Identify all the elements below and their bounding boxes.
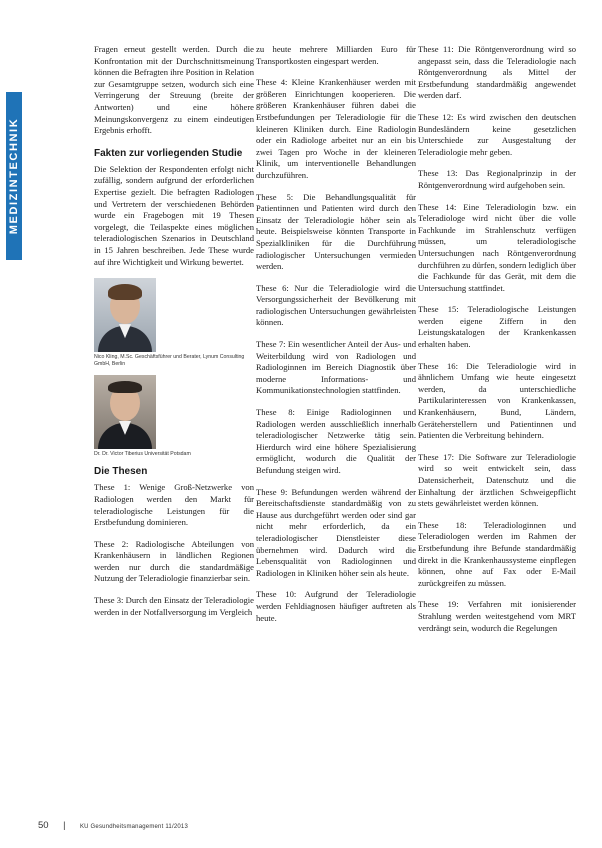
these-3: These 3: Durch den Einsatz der Teleradiologie werden in der Notfallversorgung im Vergleich (94, 595, 254, 617)
photo-caption-kling: Nico Kling, M.Sc. Geschäftsführer und Berater, Lynum Consulting GmbH, Berlin (94, 354, 245, 367)
these-9: These 9: Befundungen werden während der Bereitschaftsdienste standardmäßig von zu Hause aus durchgeführt werden oder sind gar nicht mehr erforderlich, da ein teleradiologischer Dienstleister diese übernehmen wird. Dadurch wird die Lebensqualität von Radiologinnen und Radiologen in Kliniken höher sein als heute. (256, 486, 416, 578)
these-5: These 5: Die Behandlungsqualität für Patientinnen und Patienten wird durch den Einsatz der Teleradiologie höher sein als heute. Beispielsweise könnten Transporte in Spezialkliniken für die Durchführung radiologischer Untersuchungen vermieden werden. (256, 191, 416, 272)
these-16: These 16: Die Teleradiologie wird in ähnlichem Umfang wie heute eingesetzt werden, da unterschiedliche Partikularinteressen von Krankenkassen, Krankenhäusern, Bund, Ländern, Geräteherstellern und Patientinnen und Patienten die Verbreitung behindern. (418, 360, 576, 441)
these-8: These 8: Einige Radiologinnen und Radiologen werden ausschließlich innerhalb teleradiologischer Netzwerke tätig sein. Hierdurch wird eine höhere Spezialisierung ermöglicht, wodurch die Qualität der Befundung steigen wird. (256, 407, 416, 475)
photo-caption-tiberius: Dr. Dr. Victor Tiberius Universität Potsdam (94, 450, 191, 457)
heading-thesen: Die Thesen (94, 466, 148, 478)
these-7: These 7: Ein wesentlicher Anteil der Aus- und Weiterbildung wird von Radiologen und Radiologinnen im Bereich Diagnostik über moderne Informations- und Kommunikationstechnologien stattfinden. (256, 339, 416, 396)
these-6: These 6: Nur die Teleradiologie wird die Versorgungssicherheit der Bevölkerung mit radiologischen Untersuchungen gewährleisten können. (256, 282, 416, 328)
these-11: These 11: Die Röntgenverordnung wird so angepasst sein, dass die Teleradiologie nach Röntgenverordnung als Mittel der Erstbefundung standardmäßig angewendet werden darf. (418, 44, 576, 101)
these-15: These 15: Teleradiologische Leistungen werden eigene Ziffern in den Leistungskatalogen der Krankenkassen erhalten haben. (418, 304, 576, 350)
column-2 (256, 44, 416, 634)
these-10: These 10: Aufgrund der Teleradiologie werden Fehldiagnosen häufiger auftreten als heute. (256, 589, 416, 623)
these-1: These 1: Wenige Groß-Netzwerke von Radiologen werden den Markt für teleradiologische Leistungen für die Erstbefundung dominieren. (94, 482, 254, 528)
these-4: These 4: Kleine Krankenhäuser werden mit größeren Einrichtungen kooperieren. Die größeren Krankenhäuser führen dabei die Erstbefundungen per Teleradiologie für die kleineren Kliniken durch. Eine Radiologin oder ein Radiologe arbeitet nur an ein bis zwei Tagen pro Woche in der kleineren Klinik, um interventionelle Behandlungen durchzuführen. (256, 77, 416, 180)
section-tab (6, 92, 22, 260)
these-14: These 14: Eine Teleradiologin bzw. ein Teleradiologe wird nicht über die volle Fachkunde im Strahlenschutz verfügen müssen, um teleradiologische Untersuchungen nach Röntgenverordnung durchführen zu dürfen, sondern lediglich über die Fachkunde für das Gerät, mit dem die Untersuchung stattfindet. (418, 201, 576, 293)
these-13: These 13: Das Regionalprinzip in der Röntgenverordnung wird aufgehoben sein. (418, 168, 576, 190)
these-17: These 17: Die Software zur Teleradiologie wird so weit entwickelt sein, dass Datensicherheit, Datenschutz und die Einhaltung der ärztlichen Schweigepflicht stets gewährleistet werden können. (418, 451, 576, 509)
magazine-name: KU Gesundheitsmanagement 11/2013 (79, 824, 188, 830)
portrait-photo-kling (94, 278, 156, 352)
column-3 (418, 44, 576, 644)
paragraph-intro: Fragen erneut gestellt werden. Durch die Konfrontation mit der Durchschnittsmeinung können die Befragten ihre Position in Relation zur Gesamtgruppe setzen, wodurch sich eine Verringerung der Streuung (breite der Antworten) und eine höhere Meinungskonvergenz zu einem eindeutigen Ergebnis erhofft. (94, 44, 254, 136)
portrait-photo-tiberius (94, 375, 156, 449)
these-19: These 19: Verfahren mit ionisierender Strahlung werden weitestgehend vom MRT verdrängt sein, wodurch die Regelungen (418, 599, 576, 633)
these-18: These 18: Teleradiologinnen und Teleradiologen werden im Rahmen der Erstbefundung ihre Befunde standardmäßig direkt in die Krankenhaussysteme einpflegen können, ohne auf Fax oder E-Mail zurückgreifen zu müssen. (418, 519, 576, 588)
heading-fakten: Fakten zur vorliegenden Studie (94, 147, 243, 159)
page-number: 50 (38, 820, 49, 831)
column-1 (94, 44, 254, 628)
these-2: These 2: Radiologische Abteilungen von Krankenhäusern in ländlichen Regionen werden nur durch die standardmäßige Nutzung der Teleradiologie finanzierbar sein. (94, 538, 254, 584)
page-footer (38, 820, 188, 831)
paragraph-fakten: Die Selektion der Respondenten erfolgt nicht zufällig, sondern aufgrund der erforderlichen Expertise gezielt. Die befragten Radiologen und Vertretern der verschiedenen Behörden wurde ein Fragebogen mit 19 Thesen vorgelegt, die Teilaspekte eines möglichen teleradiologischen Szenarios in Deutschland in 15 Jahren beschreiben. Jede These wurde auf ihre Wichtigkeit und Wirkung bewertet. (94, 163, 254, 267)
section-tab-label: MEDIZINTECHNIK (8, 117, 20, 235)
footer-separator: | (63, 820, 66, 830)
these-3-continued: zu heute mehrere Milliarden Euro für Transportkosten eingespart werden. (256, 44, 416, 66)
these-12: These 12: Es wird zwischen den deutschen Bundesländern keine gesetzlichen Unterschiede zur Ausgestaltung der Teleradiologie mehr geben. (418, 111, 576, 157)
